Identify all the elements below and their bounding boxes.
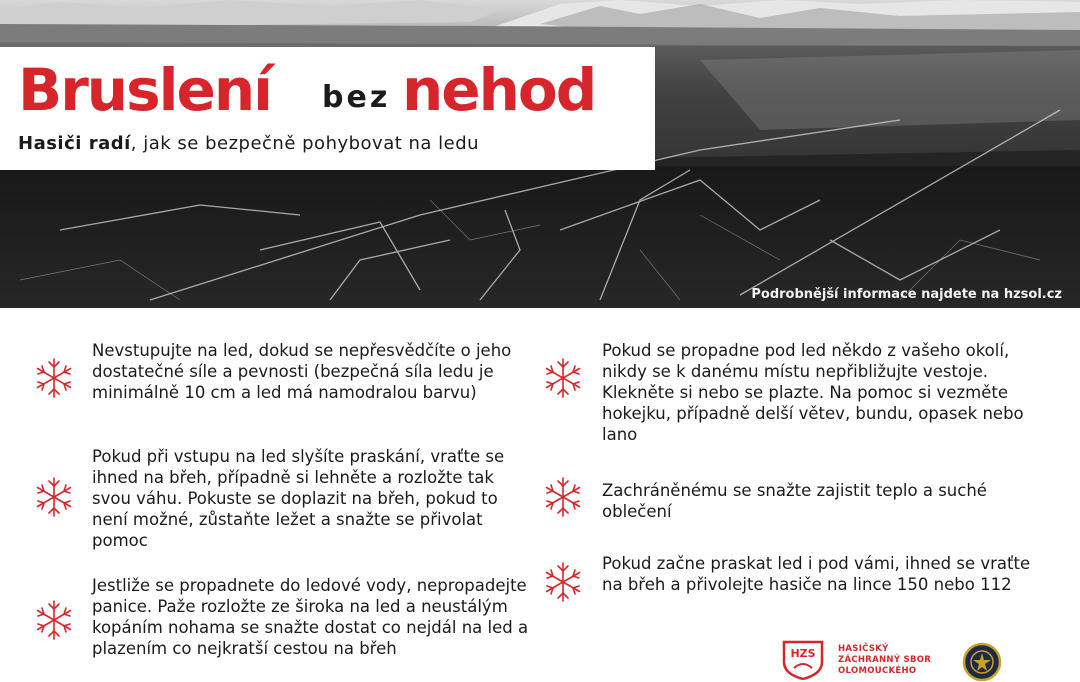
tip-left-3: Jestliže se propadnete do ledové vody, nepropadejte panice. Paže rozložte ze široka na led a neustálým kopáním nohama se snažte dostat co nejdál na led a plazením co nejkratší cestou na břeh (92, 576, 529, 658)
snowflake-icon (541, 475, 585, 519)
tip-right-1: Pokud se propadne pod led někdo z vašeho okolí, nikdy se k danému místu nepřibližujte vestoje. Klekněte si nebo se plazte. Na pomoc si vezměte hokejku, případně delší větev, bundu, opasek nebo lano (602, 341, 1024, 444)
hero-ice-photo (0, 0, 1080, 308)
subtitle (18, 133, 479, 154)
snowflake-icon (541, 356, 585, 400)
title-word-bruslení: Bruslení (18, 56, 272, 124)
tip-left-1: Nevstupujte na led, dokud se nepřesvědčíte o jeho dostatečné síle a pevnosti (bezpečná síla ledu je minimálně 10 cm a led má namodralou barvu) (92, 341, 512, 402)
org-line-2: ZÁCHRANNÝ SBOR (838, 655, 932, 665)
subtitle-bold: Hasiči radí (18, 133, 131, 154)
subtitle-rest: , jak se bezpečně pohybovat na ledu (130, 133, 480, 154)
hzs-logo (780, 640, 826, 680)
info-link[interactable]: Podrobnější informace najdete na hzsol.cz (751, 287, 1062, 302)
hzs-logo-text: HZS (790, 647, 816, 660)
org-line-1: HASIČSKÝ (838, 644, 889, 654)
snowflake-icon (32, 475, 76, 519)
tip-right-2: Zachráněnému se snažte zajistit teplo a suché oblečení (602, 481, 987, 521)
title-word-nehod: nehod (402, 56, 596, 124)
title-panel (0, 47, 655, 170)
org-line-3: OLOMOUCKÉHO (838, 666, 917, 676)
tip-left-2: Pokud při vstupu na led slyšíte praskání, vraťte se ihned na břeh, případně si lehněte a rozložte tak svou váhu. Pokuste se doplazit na břeh, pokud to není možné, zůstaňte ležet a snažte se přivolat pomoc (92, 447, 505, 550)
org-name (838, 644, 931, 677)
title-word-bez: bez (322, 80, 391, 115)
tip-right-3: Pokud začne praskat led i pod vámi, ihned se vraťte na břeh a přivolejte hasiče na lince 150 nebo 112 (602, 554, 1031, 594)
snowflake-icon (541, 560, 585, 604)
fire-rescue-emblem (962, 642, 1002, 682)
snowflake-icon (32, 356, 76, 400)
snowflake-icon (32, 598, 76, 642)
